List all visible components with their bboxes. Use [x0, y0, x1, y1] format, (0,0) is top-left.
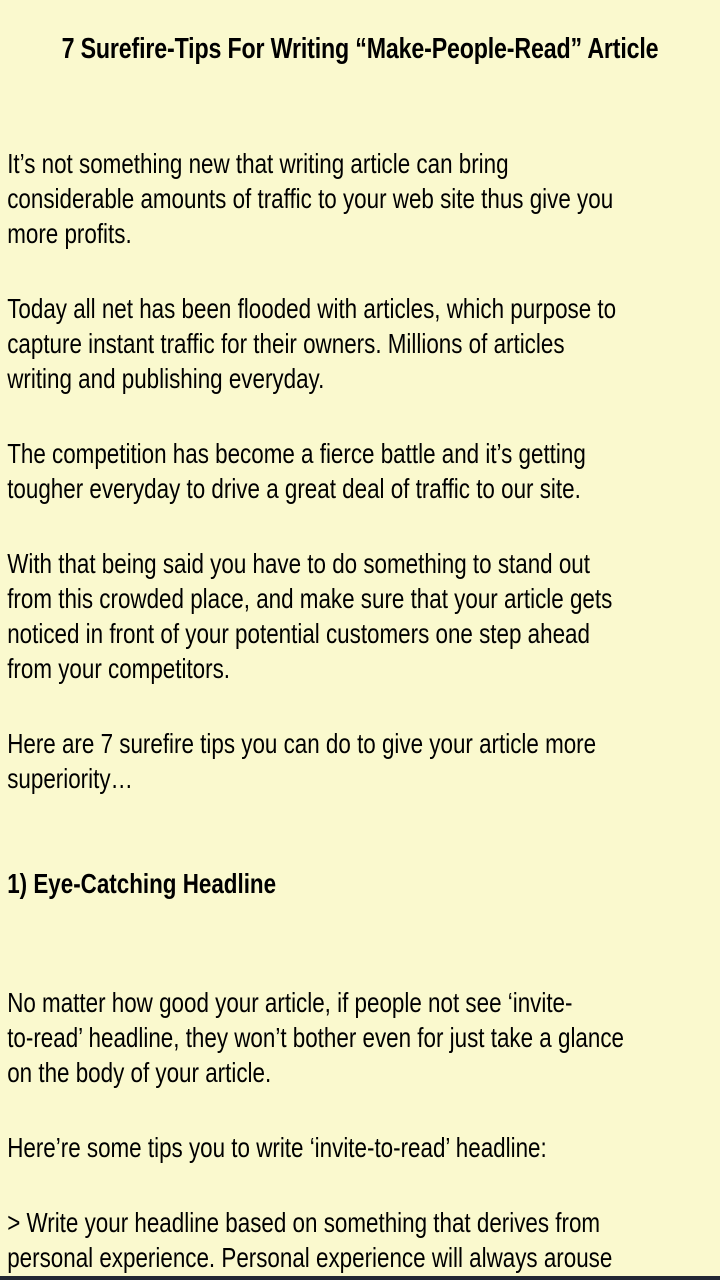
- text-line: on the body of your article.: [7, 1057, 272, 1088]
- text-line: from this crowded place, and make sure that your article gets: [7, 583, 613, 614]
- text-line: noticed in front of your potential customers one step ahead: [7, 618, 590, 649]
- text-line: Here’re some tips you to write ‘invite-to-read’ headline:: [7, 1132, 547, 1163]
- paragraph-intro-4: [7, 546, 713, 686]
- paragraph-tip1-3: [7, 1205, 713, 1275]
- text-line: from your competitors.: [7, 653, 231, 684]
- text-line: It’s not something new that writing article can bring: [7, 148, 509, 179]
- text-line: The competition has become a fierce battle and it’s getting: [7, 438, 586, 469]
- paragraph-intro-1: [7, 146, 713, 251]
- text-line: more profits.: [7, 218, 132, 249]
- text-line: capture instant traffic for their owners. Millions of articles: [7, 328, 565, 359]
- article-title: 7 Surefire-Tips For Writing “Make-People-Read” Article: [61, 33, 659, 65]
- text-line: superiority…: [7, 763, 133, 794]
- text-line: Here are 7 surefire tips you can do to give your article more: [7, 728, 597, 759]
- text-line: to-read’ headline, they won’t bother even for just take a glance: [7, 1022, 624, 1053]
- paragraph-intro-3: [7, 436, 713, 506]
- text-line: writing and publishing everyday.: [7, 363, 325, 394]
- text-line: With that being said you have to do something to stand out: [7, 548, 590, 579]
- text-line: Today all net has been flooded with articles, which purpose to: [7, 293, 617, 324]
- paragraph-intro-2: [7, 291, 713, 396]
- text-line: considerable amounts of traffic to your web site thus give you: [7, 183, 614, 214]
- text-line: tougher everyday to drive a great deal of traffic to our site.: [7, 473, 581, 504]
- paragraph-tip1-1: [7, 985, 713, 1090]
- section-heading-tip-1: 1) Eye-Catching Headline: [7, 868, 277, 899]
- text-line: personal experience. Personal experience will always arouse: [7, 1242, 613, 1273]
- bottom-edge-bar: [0, 1276, 720, 1280]
- paragraph-intro-5: [7, 726, 713, 796]
- text-line: No matter how good your article, if people not see ‘invite-: [7, 987, 573, 1018]
- paragraph-tip1-2: [7, 1130, 713, 1165]
- text-line: > Write your headline based on something that derives from: [7, 1207, 601, 1238]
